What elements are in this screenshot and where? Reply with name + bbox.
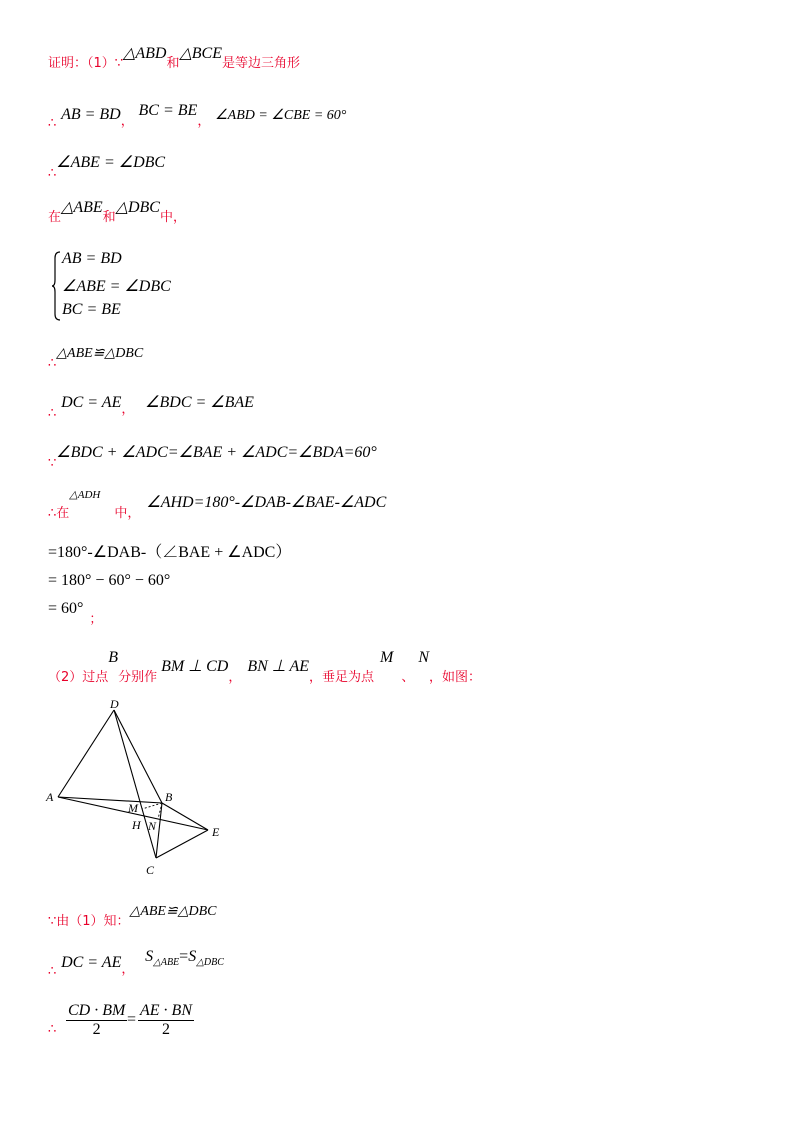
equals-sign: = bbox=[179, 948, 189, 965]
segment-db bbox=[114, 710, 162, 803]
therefore-symbol: ∴ bbox=[48, 166, 57, 181]
equals-sign: = bbox=[127, 1011, 137, 1028]
from-part-1-text: ∵由（1）知： bbox=[48, 914, 130, 929]
equation-ab-bd: AB = BD bbox=[61, 106, 121, 123]
congruence-statement: △ABE≌△DBC bbox=[129, 904, 217, 919]
therefore-symbol: ∴ bbox=[48, 964, 57, 979]
proof-line-9 bbox=[48, 542, 291, 563]
triangle-abe: △ABE bbox=[61, 199, 103, 216]
label-d: D bbox=[110, 700, 119, 711]
segment-ce bbox=[156, 830, 208, 858]
comma: ， bbox=[121, 402, 135, 417]
segment-be bbox=[162, 803, 208, 830]
proof-line-6 bbox=[48, 392, 254, 421]
as-figure-text: ，如图： bbox=[429, 670, 482, 685]
therefore-symbol: ∴ bbox=[48, 406, 57, 421]
congruence-statement: △ABE≌△DBC bbox=[56, 346, 144, 361]
proof-intro: 证明：（1）∵ bbox=[48, 56, 124, 71]
label-h: H bbox=[132, 818, 141, 832]
fraction-right-denominator: 2 bbox=[162, 1021, 170, 1038]
comma: ， bbox=[120, 114, 134, 129]
proof-line-8 bbox=[48, 489, 387, 521]
comma: ， bbox=[228, 670, 242, 685]
label-m: M bbox=[128, 801, 138, 815]
proof-line-7 bbox=[48, 442, 377, 471]
fraction-left bbox=[66, 1002, 127, 1039]
proof-line-13 bbox=[48, 900, 217, 929]
segment-dc bbox=[114, 710, 156, 858]
therefore-symbol: ∴ bbox=[48, 356, 57, 371]
step-equation-1: =180°-∠DAB-（∠BAE + ∠ADC） bbox=[48, 544, 292, 561]
triangle-bce: △BCE bbox=[179, 45, 222, 62]
proof-line-12 bbox=[48, 649, 482, 685]
proof-line-1 bbox=[48, 45, 301, 74]
therefore-symbol: ∴ bbox=[48, 116, 57, 131]
system-row-3: BC = BE bbox=[62, 301, 121, 318]
proof-line-11 bbox=[48, 598, 103, 627]
fraction-right bbox=[138, 1002, 194, 1039]
equation-dc-ae: DC = AE bbox=[61, 394, 122, 411]
step-equation-2: = 180° − 60° − 60° bbox=[48, 572, 171, 589]
segment-da bbox=[58, 710, 114, 797]
proof-line-2 bbox=[48, 102, 347, 131]
area-symbol: S bbox=[188, 948, 197, 965]
label-b: B bbox=[165, 790, 173, 804]
triangle-dbc: △DBC bbox=[115, 199, 160, 216]
point-n: N bbox=[418, 649, 430, 666]
system-row-1: AB = BD bbox=[62, 250, 122, 267]
geometry-figure bbox=[44, 700, 234, 880]
system-row-2: ∠ABE = ∠DBC bbox=[62, 278, 171, 295]
equation-bdc-bae: ∠BDC = ∠BAE bbox=[145, 394, 254, 411]
area-abe bbox=[145, 948, 180, 968]
and-word: 和 bbox=[166, 56, 180, 71]
proof-line-5 bbox=[48, 342, 144, 371]
step-equation-3: = 60° bbox=[48, 600, 84, 617]
fraction-right-numerator: AE · BN bbox=[140, 1002, 192, 1019]
left-brace bbox=[52, 250, 62, 322]
separator-dot: 、 bbox=[401, 670, 415, 685]
segment-bc bbox=[156, 803, 162, 858]
proof-line-10 bbox=[48, 570, 170, 591]
and-word: 和 bbox=[102, 210, 116, 225]
angle-sum-equation: ∠BDC + ∠ADC=∠BAE + ∠ADC=∠BDA=60° bbox=[56, 444, 377, 461]
area-subscript-abe: △ABE bbox=[153, 957, 180, 968]
equation-abe-dbc: ∠ABE = ∠DBC bbox=[56, 154, 166, 171]
equation-angles-60: ∠ABD = ∠CBE = 60° bbox=[215, 108, 347, 123]
therefore-symbol: ∴ bbox=[48, 1022, 57, 1037]
triangle-abd: △ABD bbox=[123, 45, 167, 62]
equation-dc-ae: DC = AE bbox=[61, 954, 122, 971]
semicolon: ； bbox=[89, 612, 103, 627]
equilateral-text: 是等边三角形 bbox=[222, 56, 301, 71]
middle-text: 中， bbox=[159, 210, 186, 225]
area-symbol: S bbox=[145, 948, 154, 965]
triangle-adh: △ADH bbox=[69, 489, 101, 501]
proof-line-14 bbox=[48, 948, 224, 979]
area-subscript-dbc: △DBC bbox=[196, 957, 224, 968]
comma: ， bbox=[121, 962, 135, 977]
in-word: 在 bbox=[48, 210, 62, 225]
label-e: E bbox=[212, 825, 220, 839]
angle-ahd-equation: ∠AHD=180°-∠DAB-∠BAE-∠ADC bbox=[146, 494, 387, 511]
label-n: N bbox=[148, 819, 157, 833]
perpendicular-bm-cd: BM ⊥ CD bbox=[161, 658, 229, 675]
construct-text: 分别作 bbox=[118, 670, 158, 685]
perpendicular-bn-ae: BN ⊥ AE bbox=[247, 658, 309, 675]
fraction-left-denominator: 2 bbox=[92, 1021, 101, 1038]
in-triangle-text: ∴在 bbox=[48, 506, 70, 521]
because-symbol: ∵ bbox=[48, 456, 57, 471]
equation-system bbox=[52, 250, 192, 322]
fraction-left-numerator: CD · BM bbox=[68, 1002, 126, 1019]
proof-line-3 bbox=[48, 152, 166, 181]
point-b: B bbox=[108, 649, 119, 666]
part-2-intro: （2）过点 bbox=[48, 670, 109, 685]
proof-line-4 bbox=[48, 199, 186, 228]
label-c: C bbox=[146, 863, 155, 877]
comma: ， bbox=[197, 114, 211, 129]
equation-bc-be: BC = BE bbox=[138, 102, 198, 119]
point-m: M bbox=[380, 649, 394, 666]
label-a: A bbox=[46, 790, 54, 804]
middle-text: 中， bbox=[114, 506, 141, 521]
foot-text: ，垂足为点 bbox=[309, 670, 375, 685]
segment-bm bbox=[142, 803, 162, 809]
area-dbc bbox=[188, 948, 224, 968]
